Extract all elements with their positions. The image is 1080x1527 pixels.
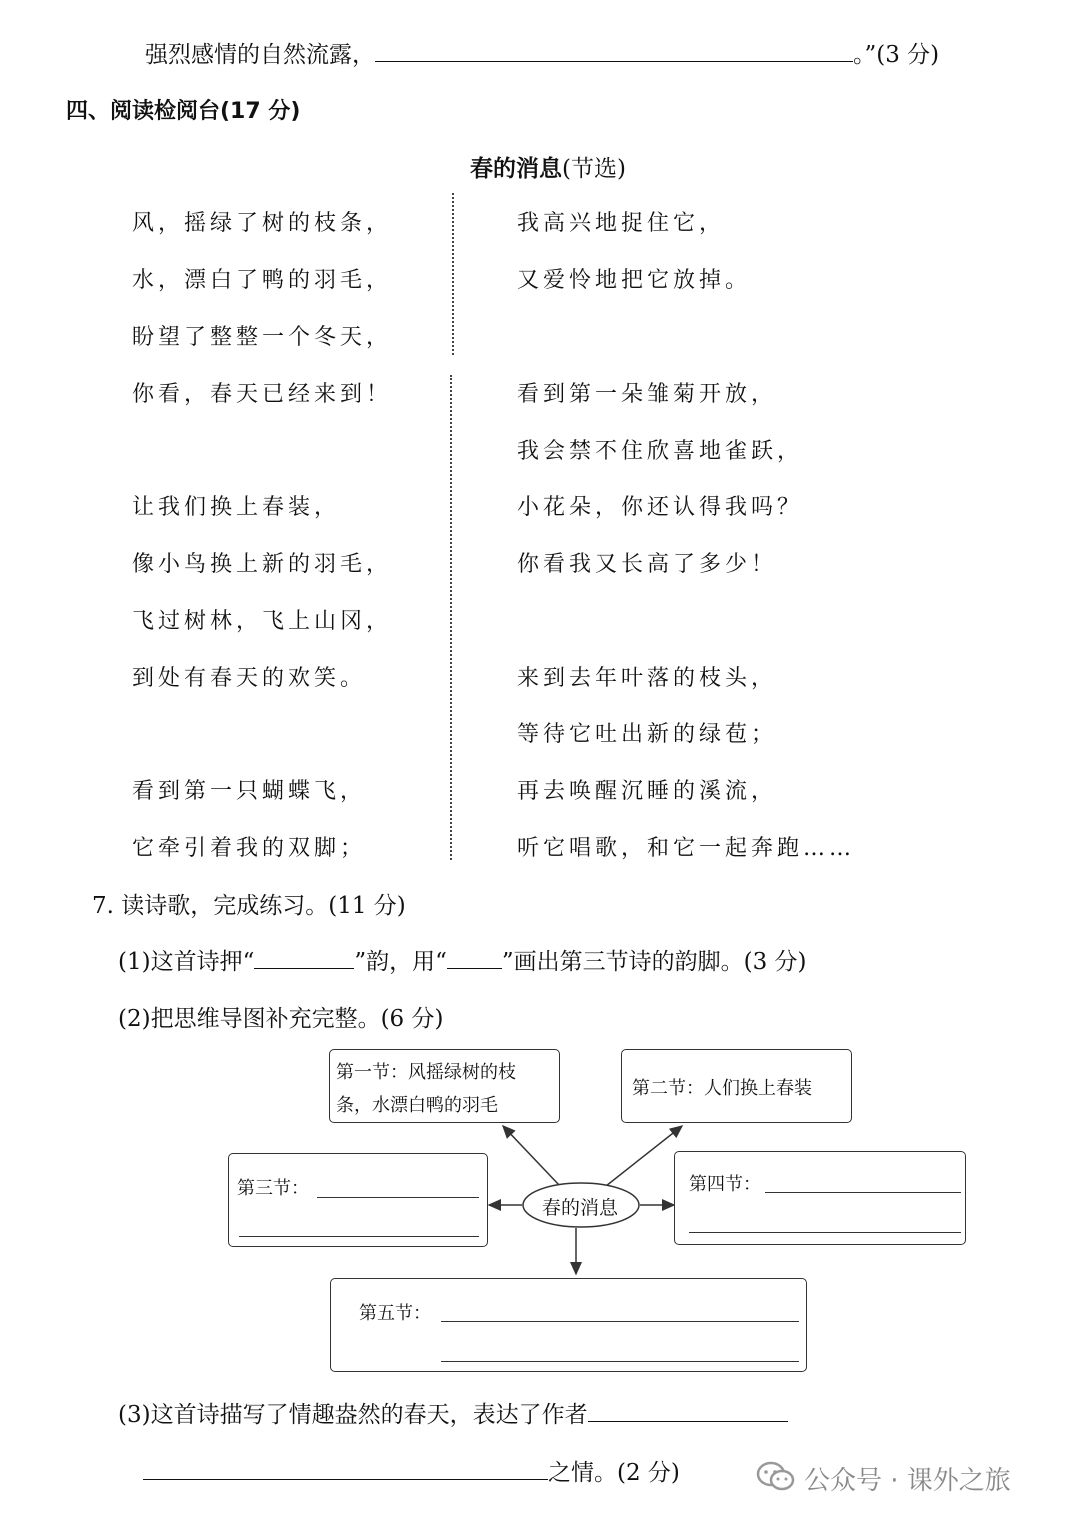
q1-text-c: ”画出第三节诗的韵脚。(3 分) <box>501 949 807 975</box>
poem-left-line: 水，漂白了鸭的羽毛， <box>132 268 393 293</box>
q3-text-a: (3)这首诗描写了情趣盎然的春天，表达了作者 <box>118 1402 588 1428</box>
box3-blank-1[interactable] <box>317 1197 479 1198</box>
box1-line1: 第一节：风摇绿树的枝 <box>336 1062 516 1083</box>
question-2: (2)把思维导图补充完整。(6 分) <box>118 1006 444 1032</box>
q3-text-b: 之情。(2 分) <box>548 1460 680 1486</box>
poem-left-line: 它牵引着我的双脚； <box>132 836 367 861</box>
poem-right-line: 等待它吐出新的绿苞； <box>517 722 778 747</box>
poem-left-line: 你看，春天已经来到！ <box>132 382 393 407</box>
poem-right-line: 看到第一朵雏菊开放， <box>517 382 778 407</box>
box5-blank-2[interactable] <box>441 1361 799 1362</box>
poem-right-line: 小花朵，你还认得我吗？ <box>517 495 804 520</box>
mindmap-box-2 <box>621 1049 852 1123</box>
box4-label: 第四节： <box>689 1174 761 1195</box>
arrow-to-box1 <box>503 1126 560 1186</box>
poem-right-line: 我高兴地捉住它， <box>517 211 726 236</box>
box3-label: 第三节： <box>237 1178 309 1199</box>
poem-left-line: 看到第一只蝴蝶飞， <box>132 779 367 804</box>
top-line-text: 强烈感情的自然流露， <box>145 42 375 68</box>
poem-left-line: 到处有春天的欢笑。 <box>132 666 367 691</box>
watermark-text: 公众号 · 课外之旅 <box>804 1466 1011 1496</box>
mindmap-box-4 <box>674 1151 966 1245</box>
q1-text-a: (1)这首诗押“ <box>118 949 255 975</box>
box5-label: 第五节： <box>359 1303 431 1324</box>
mindmap-center: 春的消息 <box>542 1197 619 1219</box>
box3-blank-2[interactable] <box>239 1236 479 1237</box>
watermark <box>756 1460 1011 1497</box>
wechat-icon <box>756 1461 796 1497</box>
box1-line2: 条，水漂白鸭的羽毛 <box>336 1095 498 1116</box>
box4-blank-2[interactable] <box>689 1232 961 1233</box>
q1-text-b: ”韵，用“ <box>354 949 447 975</box>
poem-left-line: 让我们换上春装， <box>132 495 341 520</box>
box5-blank-1[interactable] <box>441 1321 799 1322</box>
mindmap-box-3 <box>228 1153 488 1247</box>
arrow-to-box2 <box>606 1126 682 1186</box>
poem-left-line: 盼望了整整一个冬天， <box>132 325 393 350</box>
poem-right-line: 我会禁不住欣喜地雀跃， <box>517 439 804 464</box>
question-title: 7. 读诗歌，完成练习。(11 分) <box>92 893 406 919</box>
poem-left-line: 飞过树林，飞上山冈， <box>132 609 393 634</box>
poem-left-line: 像小鸟换上新的羽毛， <box>132 552 393 577</box>
poem-left-line: 风，摇绿了树的枝条， <box>132 211 393 236</box>
mindmap-box-5 <box>330 1278 807 1372</box>
q3-blank-1[interactable] <box>588 1420 788 1422</box>
poem-right-line: 又爱怜地把它放掉。 <box>517 268 752 293</box>
poem-right-line: 听它唱歌，和它一起奔跑…… <box>517 836 856 861</box>
poem-right-line: 你看我又长高了多少！ <box>517 552 778 577</box>
poem-right-line: 再去唤醒沉睡的溪流， <box>517 779 778 804</box>
question-3 <box>118 1396 788 1429</box>
q3-blank-2[interactable] <box>143 1478 548 1480</box>
top-line-end: 。”(3 分) <box>853 42 940 68</box>
poem-right-line: 来到去年叶落的枝头， <box>517 666 778 691</box>
section-title: 四、阅读检阅台(17 分) <box>66 99 301 124</box>
poem-title-note: (节选) <box>562 156 626 182</box>
mindmap-box-1 <box>329 1049 560 1123</box>
box4-blank-1[interactable] <box>765 1192 961 1193</box>
question-3-line2 <box>143 1454 680 1487</box>
box2-text: 第二节：人们换上春装 <box>632 1078 812 1099</box>
poem-title-main: 春的消息 <box>470 156 562 182</box>
